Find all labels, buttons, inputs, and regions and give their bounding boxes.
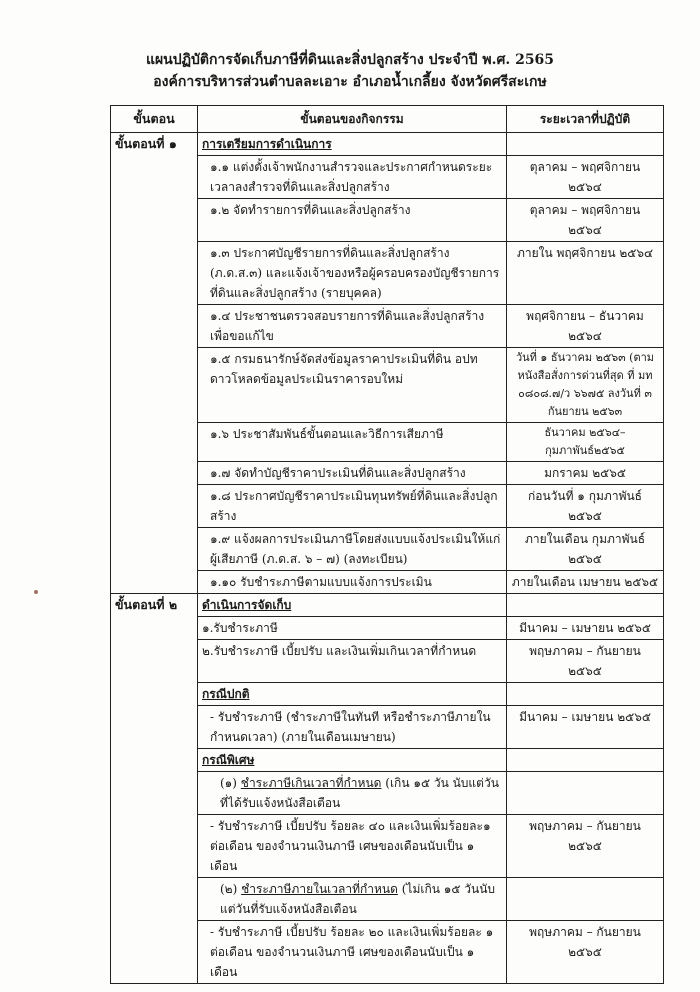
- header-step: ขั้นตอน: [111, 106, 198, 133]
- document-title: แผนปฏิบัติการจัดเก็บภาษีที่ดินและสิ่งปลูกสร้าง ประจำปี พ.ศ. 2565: [145, 52, 555, 68]
- period-cell: พฤศจิกายน – ธันวาคม ๒๕๖๔: [507, 305, 664, 348]
- subcase-number: (๑): [220, 776, 241, 790]
- activity-cell: ๑.๕ กรมธนารักษ์จัดส่งข้อมูลราคาประเมินที่ดิน อปท ดาวโหลดข้อมูลประเมินราคารอบใหม่: [198, 348, 507, 423]
- period-cell: วันที่ ๑ ธันวาคม ๒๕๖๓ (ตามหนังสือสั่งการด่วนที่สุด ที่ มท ๐๘๐๘.๗/ว ๖๖๗๕ ลงวันที่ ๓ กันยายน ๒๕๖๓: [507, 348, 664, 423]
- period-cell: มีนาคม – เมษายน ๒๕๖๕: [507, 706, 664, 749]
- table-cell: [507, 133, 664, 156]
- header-period: ระยะเวลาที่ปฏิบัติ: [507, 106, 664, 133]
- activity-cell: - รับชำระภาษี เบี้ยปรับ ร้อยละ ๔๐ และเงินเพิ่มร้อยละ๑ ต่อเดือน ของจำนวนเงินภาษี เศษของเดือนนับเป็น ๑ เดือน: [198, 815, 507, 878]
- table-cell: [507, 683, 664, 706]
- activity-cell: ๑.๒ จัดทำรายการที่ดินและสิ่งปลูกสร้าง: [198, 199, 507, 242]
- activity-cell: ๑.๑ แต่งตั้งเจ้าพนักงานสำรวจและประกาศกำหนดระยะเวลาลงสำรวจที่ดินและสิ่งปลูกสร้าง: [198, 156, 507, 199]
- table-cell: [507, 594, 664, 617]
- period-cell: มีนาคม – เมษายน ๒๕๖๕: [507, 617, 664, 640]
- activity-cell: ๑.๓ ประกาศบัญชีรายการที่ดินและสิ่งปลูกสร้าง (ภ.ด.ส.๓) และแจ้งเจ้าของหรือผู้ครอบครองบัญชีรายการที่ดินและสิ่งปลูกสร้าง (รายบุคคล): [198, 242, 507, 305]
- activity-cell: ๑.๖ ประชาสัมพันธ์ขั้นตอนและวิธีการเสียภาษี: [198, 423, 507, 462]
- scan-speck: [34, 590, 38, 594]
- subcase-title: ชำระภาษีภายในเวลาที่กำหนด: [241, 882, 398, 896]
- document-subtitle: องค์การบริหารส่วนตำบลละเอาะ อำเภอน้ำเกลี้ยง จังหวัดศรีสะเกษ: [153, 74, 547, 90]
- activity-cell: ๑.รับชำระภาษี: [198, 617, 507, 640]
- period-cell: ภายในเดือน เมษายน ๒๕๖๕: [507, 571, 664, 594]
- action-plan-table: [110, 105, 664, 984]
- section-heading: ดำเนินการจัดเก็บ: [198, 594, 507, 617]
- period-cell: ภายใน พฤศจิกายน ๒๕๖๔: [507, 242, 664, 305]
- section-heading: การเตรียมการดำเนินการ: [198, 133, 507, 156]
- step-1-label: ขั้นตอนที่ ๑: [111, 133, 198, 594]
- period-cell: ตุลาคม – พฤศจิกายน ๒๕๖๔: [507, 199, 664, 242]
- activity-cell: ๑.๔ ประชาชนตรวจสอบรายการที่ดินและสิ่งปลูกสร้างเพื่อขอแก้ไข: [198, 305, 507, 348]
- activity-cell: - รับชำระภาษี เบี้ยปรับ ร้อยละ ๒๐ และเงินเพิ่มร้อยละ ๑ ต่อเดือน ของจำนวนเงินภาษี เศษของเดือนนับเป็น ๑ เดือน: [198, 921, 507, 984]
- activity-cell: ๑.๘ ประกาศบัญชีราคาประเมินทุนทรัพย์ที่ดินและสิ่งปลูกสร้าง: [198, 485, 507, 528]
- activity-cell: ๒.รับชำระภาษี เบี้ยปรับ และเงินเพิ่มเกินเวลาที่กำหนด: [198, 640, 507, 683]
- normal-case-heading: กรณีปกติ: [198, 683, 507, 706]
- period-cell: พฤษภาคม – กันยายน ๒๕๖๕: [507, 921, 664, 984]
- period-cell: ธันวาคม ๒๕๖๔– กุมภาพันธ์๒๕๖๕: [507, 423, 664, 462]
- activity-cell: ๑.๙ แจ้งผลการประเมินภาษีโดยส่งแบบแจ้งประเมินให้แก่ผู้เสียภาษี (ภ.ด.ส. ๖ – ๗) (ลงทะเบียน): [198, 528, 507, 571]
- table-cell: [507, 772, 664, 815]
- header-activity: ขั้นตอนของกิจกรรม: [198, 106, 507, 133]
- period-cell: ภายในเดือน กุมภาพันธ์ ๒๕๖๕: [507, 528, 664, 571]
- subcase-detail: (ไม่เกิน ๑๕ วันนับแต่วันที่รับแจ้งหนังสือเตือน: [220, 882, 496, 916]
- special-subcase-2: [198, 878, 507, 921]
- step-2-label: ขั้นตอนที่ ๒: [111, 594, 198, 984]
- period-cell: มกราคม ๒๕๖๕: [507, 462, 664, 485]
- table-row: [111, 594, 664, 617]
- table-cell: [507, 878, 664, 921]
- special-case-heading: กรณีพิเศษ: [198, 749, 507, 772]
- period-cell: ตุลาคม – พฤศจิกายน ๒๕๖๔: [507, 156, 664, 199]
- table-row: [111, 133, 664, 156]
- period-cell: ก่อนวันที่ ๑ กุมภาพันธ์ ๒๕๖๕: [507, 485, 664, 528]
- period-cell: พฤษภาคม – กันยายน ๒๕๖๕: [507, 815, 664, 878]
- activity-cell: ๑.๑๐ รับชำระภาษีตามแบบแจ้งการประเมิน: [198, 571, 507, 594]
- table-cell: [507, 749, 664, 772]
- activity-cell: ๑.๗ จัดทำบัญชีราคาประเมินที่ดินและสิ่งปลูกสร้าง: [198, 462, 507, 485]
- period-cell: พฤษภาคม – กันยายน ๒๕๖๕: [507, 640, 664, 683]
- activity-cell: - รับชำระภาษี (ชำระภาษีในทันที หรือชำระภาษีภายในกำหนดเวลา) (ภายในเดือนเมษายน): [198, 706, 507, 749]
- subcase-title: ชำระภาษีเกินเวลาที่กำหนด: [240, 776, 382, 790]
- subcase-number: (๒): [220, 882, 242, 896]
- table-header-row: [111, 106, 664, 133]
- special-subcase-1: [198, 772, 507, 815]
- subcase-detail: (เกิน ๑๕ วัน นับแต่วันที่ได้รับแจ้งหนังสือเตือน: [220, 776, 499, 810]
